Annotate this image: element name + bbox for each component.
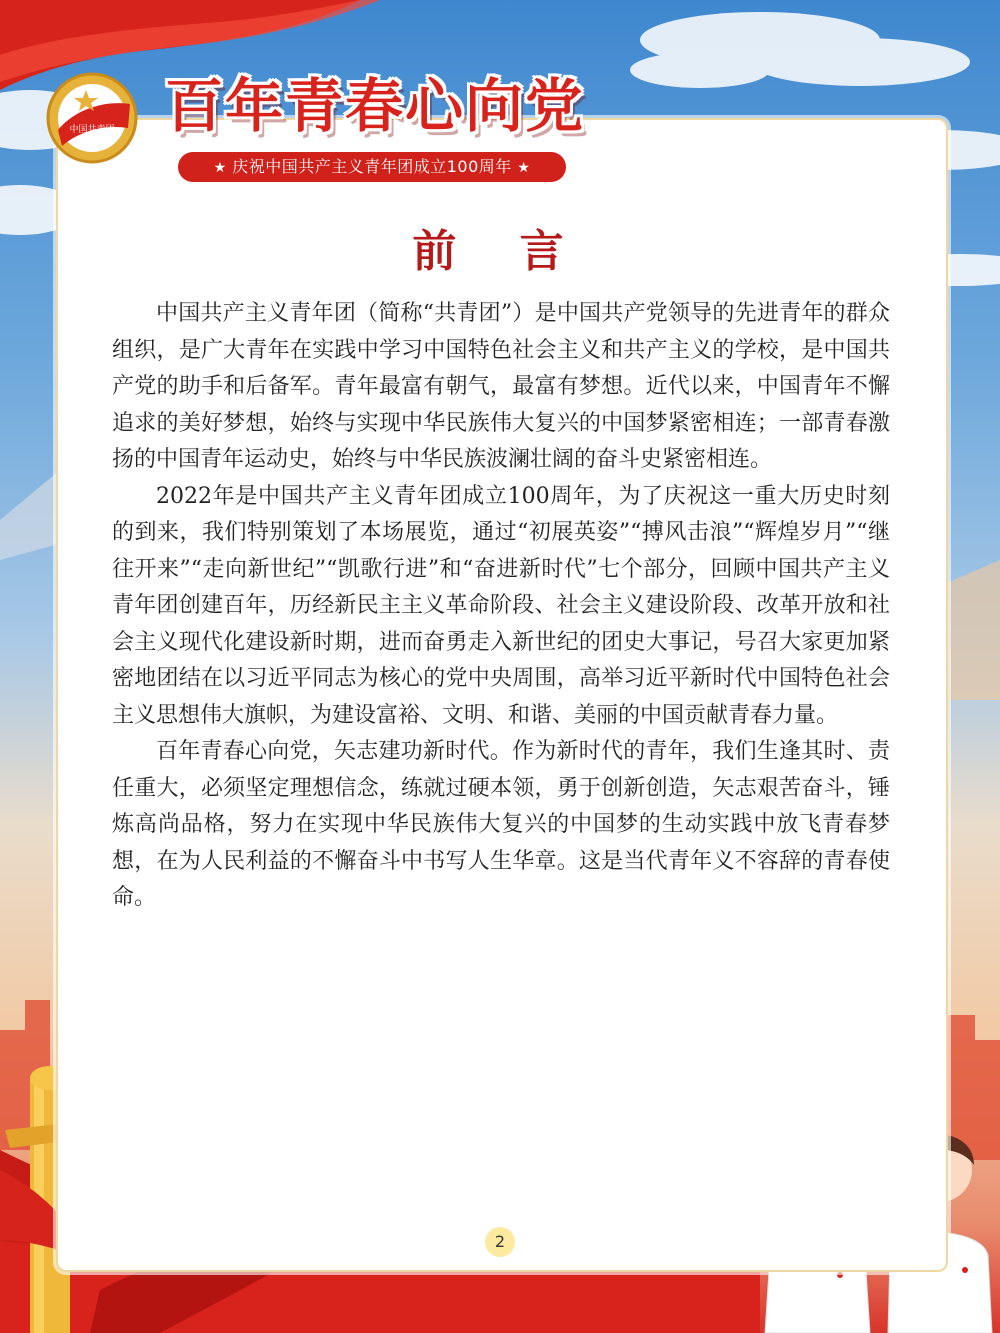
paragraph: 百年青春心向党，矢志建功新时代。作为新时代的青年，我们生逢其时、责任重大，必须坚定理想信念，练就过硬本领，勇于创新创造，矢志艰苦奋斗，锤炼高尚品格，努力在实现中华民族伟大复兴的中国梦的生动实践中放飞青春梦想，在为人民利益的不懈奋斗中书写人生华章。这是当代青年义不容辞的青春使命。 — [112, 739, 890, 910]
preface-heading: 前 言 — [412, 226, 588, 277]
main-title: 百年青春心向党 — [164, 72, 585, 140]
communist-youth-league-emblem-icon — [44, 70, 140, 166]
star-icon: ★ — [517, 160, 531, 176]
preface-body — [112, 296, 890, 917]
subtitle-ribbon — [178, 152, 566, 182]
paragraph: 中国共产主义青年团（简称“共青团”）是中国共产党领导的先进青年的群众组织，是广大青年在实践中学习中国特色社会主义和共产主义的学校，是中国共产党的助手和后备军。青年最富有朝气，最富有梦想。近代以来，中国青年不懈追求的美好梦想，始终与实现中华民族伟大复兴的中国梦紧密相连；一部青春激扬的中国青年运动史，始终与中华民族波澜壮阔的奋斗史紧密相连。 — [112, 301, 890, 472]
subtitle-text: 庆祝中国共产主义青年团成立100周年 — [232, 157, 512, 176]
star-icon: ★ — [213, 160, 227, 176]
emblem-text: 中国共青团 — [69, 125, 115, 135]
paragraph: 2022年是中国共产主义青年团成立100周年，为了庆祝这一重大历史时刻的到来，我们特别策划了本场展览，通过“初展英姿”“搏风击浪”“辉煌岁月”“继往开来”“走向新世纪”“凯歌行进”和“奋进新时代”七个部分，回顾中国共产主义青年团创建百年，历经新民主主义革命阶段、社会主义建设阶段、改革开放和社会主义现代化建设新时期，进而奋勇走入新世纪的团史大事记，号召大家更加紧密地团结在以习近平同志为核心的党中央周围，高举习近平新时代中国特色社会主义思想伟大旗帜，为建设富裕、文明、和谐、美丽的中国贡献青春力量。 — [112, 483, 890, 728]
page-number: 2 — [485, 1227, 515, 1257]
